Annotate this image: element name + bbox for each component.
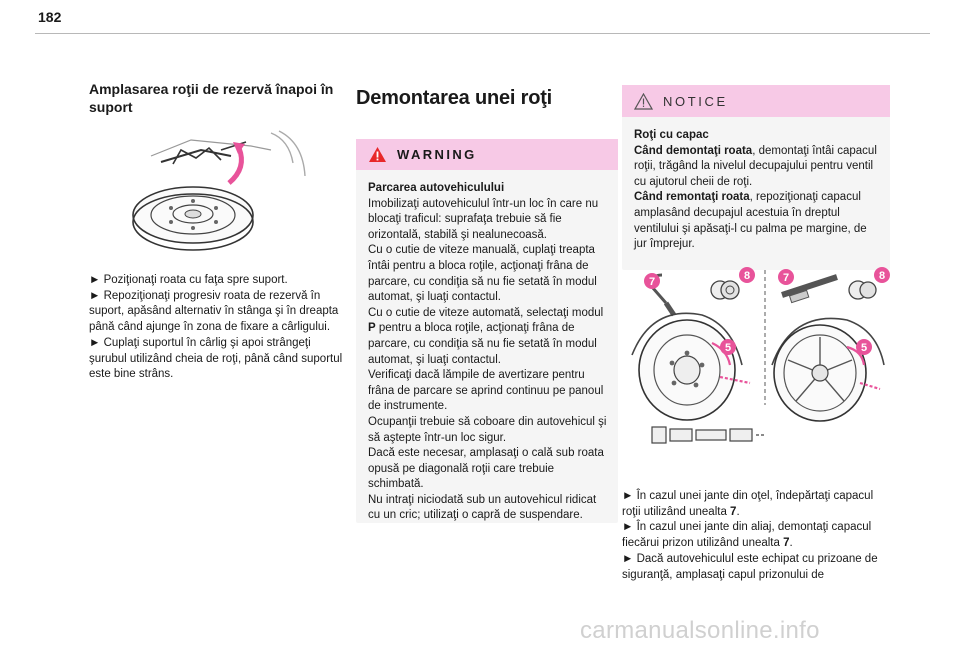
- warning-paragraph: Dacă este necesar, amplasaţi o cală sub roata opusă pe diagonală roţii care trebuie schimbată.: [368, 447, 604, 491]
- column-middle: [356, 86, 618, 523]
- hubcap-steps: [622, 489, 890, 583]
- section-heading-remove-wheel: Demontarea unei roţi: [356, 87, 553, 109]
- marker-label: 7: [648, 276, 656, 288]
- spare-wheel-steps: [89, 273, 344, 383]
- notice-triangle-icon: [634, 93, 653, 110]
- notice-title: NOTICE: [663, 93, 728, 109]
- header-divider: [35, 33, 930, 34]
- marker-label: 5: [724, 342, 732, 354]
- warning-paragraph: Ocupanţii trebuie să coboare din autovehicul şi să aştepte într-un loc sigur.: [368, 415, 607, 444]
- warning-paragraph: Nu intraţi niciodată sub un autovehicul ridicat cu un cric; utilizaţi o capră de suspendare.: [368, 493, 597, 522]
- warning-body: [356, 170, 618, 536]
- step-item: ► Dacă autovehiculul este echipat cu prizoane de siguranţă, amplasaţi capul prizonului de: [622, 552, 878, 581]
- notice-box-header: [622, 85, 890, 117]
- warning-paragraph: Cu o cutie de viteze manuală, cuplaţi treapta întâi pentru a bloca roţile, acţionaţi frâna de parcare, cu condiţia să nu fie setată în modul automat, şi luaţi contactul.: [368, 244, 597, 304]
- warning-paragraph: Cu o cutie de viteze automată, selectaţi modul P pentru a bloca roţile, acţionaţi frâna de parcare, cu condiţia să nu fie setată în modul automat, şi luaţi contactul.: [368, 306, 604, 366]
- step-item: ► Repoziţionaţi progresiv roata de rezervă în suport, apăsând alternativ în stânga şi în dreapta până când ajunge în zona de fixare a cârligului.: [89, 289, 339, 334]
- warning-paragraph: Imobilizaţi autovehiculul într-un loc în care nu blocaţi traficul: suprafaţa trebuie să fie orizontală, stabilă şi nealunecoasă.: [368, 197, 599, 241]
- notice-paragraph: Când remontaţi roata, repoziţionaţi capacul amplasând decupajul acestuia în dreptul ventilului şi apăsaţi-l cu palma pe margine, de jur împrejur.: [634, 191, 867, 251]
- step-item: ► În cazul unei jante din oţel, îndepărtaţi capacul roţii utilizând unealta 7.: [622, 490, 874, 518]
- notice-subtitle: Roţi cu capac: [634, 129, 709, 141]
- spare-wheel-illustration: [121, 128, 321, 252]
- notice-body: [622, 117, 890, 265]
- notice-paragraph: Când demontaţi roata, demontaţi întâi capacul roţii, trăgând la nivelul decupajului pentru ventil cu ajutorul cheii de roţi.: [634, 144, 877, 188]
- warning-subtitle: Parcarea autovehiculului: [368, 182, 505, 194]
- mode-p-label: P: [368, 322, 376, 335]
- marker-label: 7: [782, 272, 790, 284]
- marker-label: 5: [860, 342, 868, 354]
- step-item: ► În cazul unei jante din aliaj, demontaţi capacul fiecărui prizon utilizând unealta 7.: [622, 521, 872, 550]
- warning-title: WARNING: [397, 147, 477, 162]
- marker-label: 8: [878, 270, 886, 282]
- warning-box-header: [356, 139, 618, 170]
- marker-label: 8: [743, 270, 751, 282]
- section-heading-spare-wheel: Amplasarea roţii de rezervă înapoi în suport: [89, 81, 334, 115]
- notice-box: [622, 85, 890, 270]
- wheel-tools-illustration: [622, 265, 892, 465]
- page-number: 182: [38, 9, 62, 25]
- column-right: [622, 85, 890, 270]
- warning-box: [356, 139, 618, 523]
- warning-paragraph: Verificaţi dacă lămpile de avertizare pentru frâna de parcare se aprind continuu pe panoul de instrumente.: [368, 369, 604, 413]
- watermark: carmanualsonline.info: [580, 617, 820, 644]
- step-item: ► Cuplaţi suportul în cârlig şi apoi strângeţi şurubul utilizând cheia de roţi, până când suportul este bine strâns.: [89, 336, 343, 381]
- column-left: [89, 80, 344, 383]
- warning-triangle-icon: [368, 146, 387, 163]
- step-item: ► Poziţionaţi roata cu faţa spre suport.: [89, 274, 288, 286]
